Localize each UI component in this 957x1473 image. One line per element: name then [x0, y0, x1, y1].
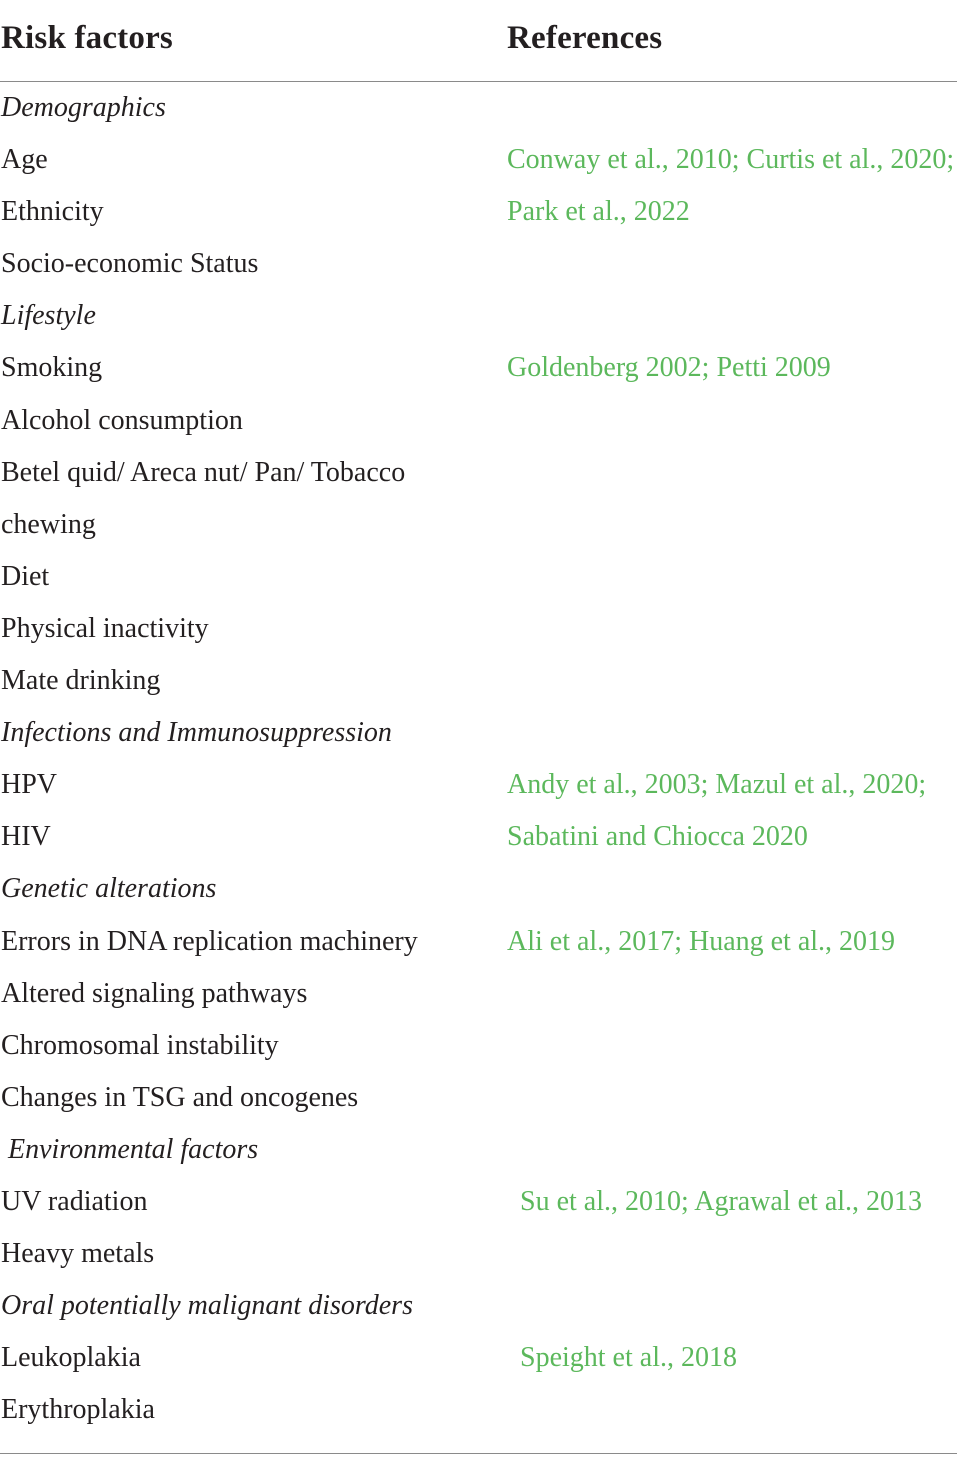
risk-factor-cell: Chromosomal instability	[1, 1029, 279, 1061]
risk-factor-cell: Physical inactivity	[1, 612, 209, 644]
table-row	[0, 1126, 957, 1178]
risk-factor-cell: Ethnicity	[1, 196, 104, 228]
risk-factor-cell: Smoking	[1, 352, 103, 384]
table-row	[0, 1282, 957, 1334]
table-row	[0, 865, 957, 917]
table-row	[0, 1074, 957, 1126]
reference-link[interactable]: Sabatini and Chiocca 2020	[507, 821, 808, 853]
table-row	[0, 918, 957, 970]
table-row	[0, 136, 957, 188]
table-row	[0, 813, 957, 865]
category-label: Environmental factors	[8, 1133, 259, 1165]
table-row	[0, 397, 957, 449]
table-row	[0, 657, 957, 709]
category-label: Genetic alterations	[1, 873, 217, 905]
table-row	[0, 761, 957, 813]
risk-factor-cell: Socio-economic Status	[1, 248, 259, 280]
table-row	[0, 1230, 957, 1282]
risk-factor-cell: Diet	[1, 560, 50, 592]
table-body	[0, 82, 957, 1438]
risk-factor-cell: chewing	[1, 508, 96, 540]
risk-factor-cell: Age	[1, 144, 48, 176]
header-references: References	[507, 20, 663, 56]
header-risk-factors: Risk factors	[1, 20, 173, 56]
category-label: Infections and Immunosuppression	[1, 717, 392, 749]
table-row	[0, 1178, 957, 1230]
table-row	[0, 292, 957, 344]
bottom-rule	[0, 1453, 957, 1454]
table-row	[0, 188, 957, 240]
risk-factor-cell: HIV	[1, 821, 51, 853]
risk-factor-cell: Leukoplakia	[1, 1342, 141, 1374]
category-label: Oral potentially malignant disorders	[1, 1290, 413, 1322]
category-label: Demographics	[1, 92, 166, 123]
table-row	[0, 240, 957, 292]
table-row	[0, 553, 957, 605]
table-row	[0, 501, 957, 553]
risk-factor-cell: Changes in TSG and oncogenes	[1, 1081, 359, 1113]
reference-link[interactable]: Conway et al., 2010; Curtis et al., 2020;	[507, 144, 955, 176]
table-row	[0, 1386, 957, 1438]
risk-factor-cell: Errors in DNA replication machinery	[1, 925, 418, 957]
table-header	[0, 0, 957, 82]
reference-link[interactable]: Speight et al., 2018	[520, 1342, 737, 1374]
risk-factor-cell: Mate drinking	[1, 665, 161, 697]
risk-factor-cell: Erythroplakia	[1, 1394, 155, 1426]
risk-factor-cell: HPV	[1, 769, 58, 801]
risk-factor-cell: UV radiation	[1, 1185, 148, 1217]
table-row	[0, 605, 957, 657]
table-row	[0, 1334, 957, 1386]
risk-factor-cell: Altered signaling pathways	[1, 977, 308, 1009]
reference-link[interactable]: Andy et al., 2003; Mazul et al., 2020;	[507, 769, 927, 801]
table-row	[0, 1022, 957, 1074]
reference-link[interactable]: Ali et al., 2017; Huang et al., 2019	[507, 925, 896, 957]
table-row	[0, 970, 957, 1022]
table-row	[0, 709, 957, 761]
reference-link[interactable]: Su et al., 2010; Agrawal et al., 2013	[520, 1185, 923, 1217]
table-row	[0, 84, 957, 136]
risk-factor-cell: Alcohol consumption	[1, 404, 243, 436]
reference-link[interactable]: Goldenberg 2002; Petti 2009	[507, 352, 831, 384]
reference-link[interactable]: Park et al., 2022	[507, 196, 690, 228]
category-label: Lifestyle	[1, 300, 96, 332]
risk-factor-cell: Betel quid/ Areca nut/ Pan/ Tobacco	[1, 456, 406, 488]
table-row	[0, 449, 957, 501]
risk-factor-cell: Heavy metals	[1, 1238, 155, 1270]
table-row	[0, 344, 957, 396]
